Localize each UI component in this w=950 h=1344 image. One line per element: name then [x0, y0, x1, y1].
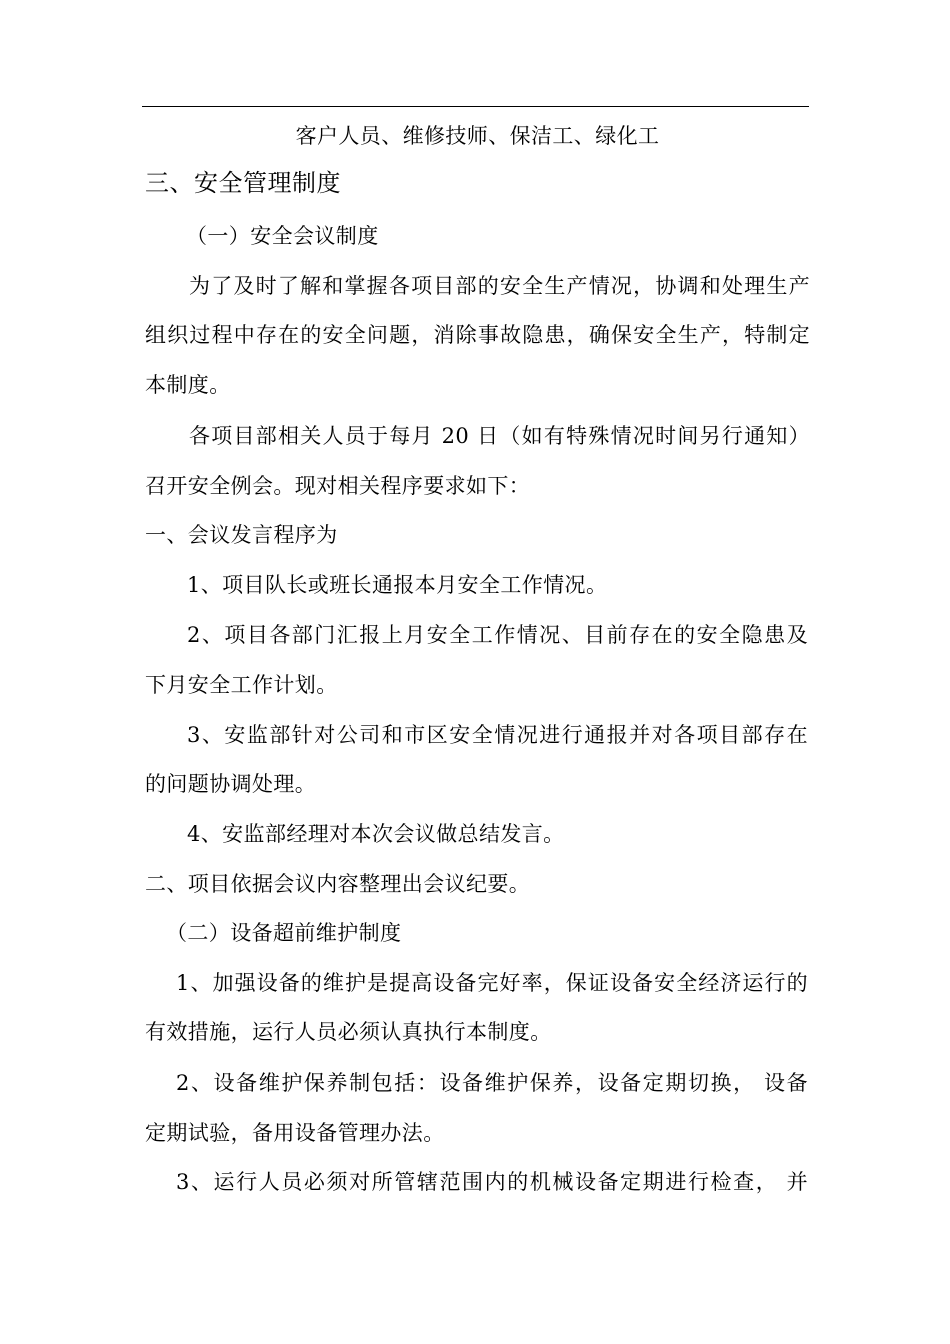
list-heading: 一、会议发言程序为	[145, 523, 338, 547]
rule-item: 3、运行人员必须对所管辖范围内的机械设备定期进行检查， 并	[176, 1170, 808, 1194]
list-item: 3、安监部针对公司和市区安全情况进行通报并对各项目部存在	[187, 723, 808, 747]
paragraph-line: 组织过程中存在的安全问题，消除事故隐患，确保安全生产，特制定	[145, 323, 810, 347]
list-item: 1、项目队长或班长通报本月安全工作情况。	[187, 573, 608, 597]
rule-item-continuation: 定期试验，备用设备管理办法。	[145, 1121, 445, 1145]
list-item-continuation: 下月安全工作计划。	[145, 673, 338, 697]
rule-item-continuation: 有效措施，运行人员必须认真执行本制度。	[145, 1020, 552, 1044]
paragraph-line: 召开安全例会。现对相关程序要求如下：	[145, 474, 531, 498]
header-rule	[142, 106, 809, 107]
subsection-title-equipment-maintenance: （二）设备超前维护制度	[166, 921, 402, 945]
paragraph-line: 为了及时了解和掌握各项目部的安全生产情况，协调和处理生产	[189, 274, 810, 298]
list-heading: 二、项目依据会议内容整理出会议纪要。	[145, 872, 531, 896]
list-item-continuation: 的问题协调处理。	[145, 772, 317, 796]
paragraph-line: 各项目部相关人员于每月 20 日（如有特殊情况时间另行通知）	[189, 424, 810, 448]
list-item: 4、安监部经理对本次会议做总结发言。	[187, 822, 565, 846]
list-item: 2、项目各部门汇报上月安全工作情况、目前存在的安全隐患及	[187, 623, 808, 647]
header-text: 客户人员、维修技师、保洁工、绿化工	[295, 124, 660, 148]
rule-item: 2、设备维护保养制包括：设备维护保养，设备定期切换， 设备	[176, 1071, 808, 1095]
paragraph-line: 本制度。	[145, 373, 231, 397]
section-title: 三、安全管理制度	[145, 169, 341, 197]
subsection-title-safety-meeting: （一）安全会议制度	[186, 224, 379, 248]
rule-item: 1、加强设备的维护是提高设备完好率，保证设备安全经济运行的	[176, 971, 808, 995]
